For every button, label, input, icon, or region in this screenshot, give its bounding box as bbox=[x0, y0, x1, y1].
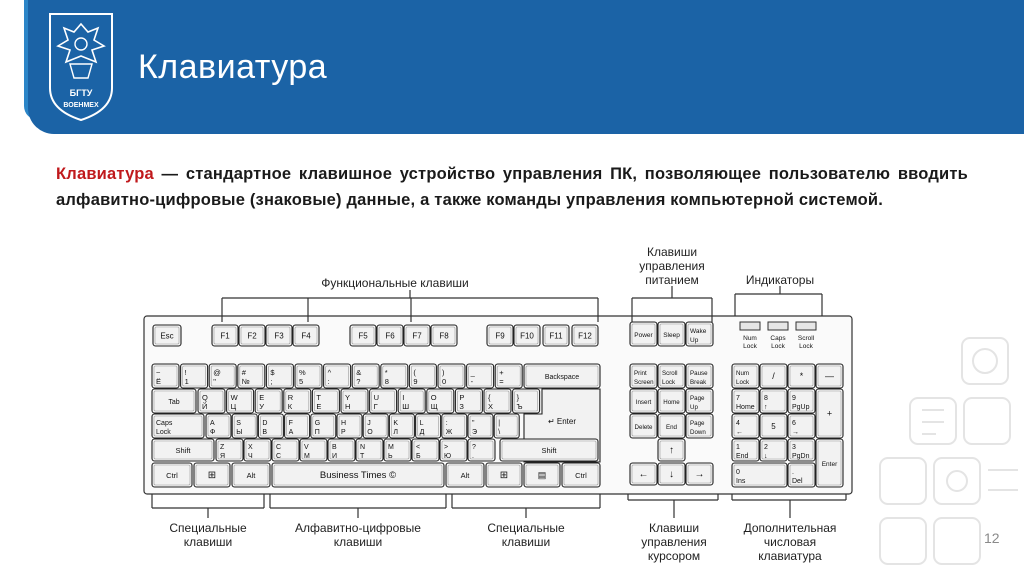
key-f10-label: F10 bbox=[520, 331, 534, 341]
key-nav-8-label: Page Down bbox=[690, 420, 706, 436]
key-num-3-label: # № bbox=[241, 368, 250, 386]
key-num-1-label: ! 1 bbox=[184, 368, 189, 386]
key-np-4-label: 4 ← bbox=[736, 420, 743, 436]
key-f4-label: F4 bbox=[301, 331, 311, 341]
key-z-5-label: N Т bbox=[360, 444, 366, 460]
key-num-8 bbox=[381, 364, 408, 388]
indicator-light-caps bbox=[768, 322, 788, 330]
key-num-2 bbox=[209, 364, 236, 388]
key-q-2-label: E У bbox=[259, 393, 265, 411]
key-q-8 bbox=[427, 389, 454, 413]
key-np-minus bbox=[816, 364, 843, 388]
key-np-1 bbox=[732, 439, 759, 461]
key-caps-lock-label: Caps Lock bbox=[156, 420, 173, 436]
key-z-0-label: Z Я bbox=[220, 444, 226, 460]
key-menu bbox=[524, 463, 560, 487]
key-num-11 bbox=[467, 364, 494, 388]
slide-title: Клавиатура bbox=[138, 48, 328, 86]
key-np-0 bbox=[732, 463, 787, 487]
key-ctrl-right-label: Ctrl bbox=[575, 471, 587, 480]
key-f12-label: F12 bbox=[578, 331, 592, 341]
key-q-1 bbox=[227, 389, 254, 413]
key-q-5-label: Y Н bbox=[345, 393, 351, 411]
label-function-keys: Функциональные клавиши bbox=[321, 276, 469, 290]
key-num-5 bbox=[295, 364, 322, 388]
key-num-2-label: @ " bbox=[213, 368, 221, 386]
label-power-3: питанием bbox=[645, 273, 699, 287]
key-num-11-label: _ - bbox=[470, 368, 475, 386]
key-f4 bbox=[293, 325, 319, 346]
key-np-3-label: 3 PgDn bbox=[792, 444, 810, 460]
key-np-divide-label: / bbox=[772, 371, 775, 381]
key-a-1-label: S Ы bbox=[236, 420, 243, 436]
key-power-1-label: Sleep bbox=[663, 332, 680, 339]
label-numpad-3: клавиатура bbox=[758, 549, 822, 563]
key-f12 bbox=[572, 325, 598, 346]
key-np-enter bbox=[816, 439, 843, 487]
key-q-6-label: U Г bbox=[373, 393, 380, 411]
indicator-label-2: Scroll Lock bbox=[797, 335, 815, 350]
key-esc bbox=[153, 325, 181, 346]
key-np-2 bbox=[760, 439, 787, 461]
key-space-label: Business Times © bbox=[319, 470, 397, 481]
key-shift-left bbox=[152, 439, 214, 461]
key-num-9-label: ( 9 bbox=[413, 368, 418, 386]
logo-text-1: БГТУ bbox=[69, 88, 93, 98]
key-np-3 bbox=[788, 439, 815, 461]
key-a-3 bbox=[285, 414, 310, 438]
key-nav-3 bbox=[630, 389, 657, 413]
key-f8-label: F8 bbox=[439, 331, 449, 341]
label-alnum-1: Алфавитно-цифровые bbox=[295, 521, 421, 535]
key-np-7 bbox=[732, 389, 759, 413]
key-nav-6-label: Delete bbox=[634, 424, 653, 431]
label-power-2: управления bbox=[639, 259, 705, 273]
key-q-9-label: P З bbox=[459, 393, 465, 411]
key-z-6 bbox=[384, 439, 411, 461]
key-f1-label: F1 bbox=[220, 331, 230, 341]
description-term: Клавиатура bbox=[56, 165, 154, 183]
key-np-plus bbox=[816, 389, 843, 438]
key-q-3-label: R К bbox=[287, 393, 294, 411]
key-a-5 bbox=[337, 414, 362, 438]
key-z-1-label: X Ч bbox=[248, 444, 253, 460]
key-np-minus-label: — bbox=[825, 371, 834, 381]
key-num-0 bbox=[152, 364, 179, 388]
key-f5-label: F5 bbox=[358, 331, 368, 341]
key-nav-7-label: End bbox=[665, 424, 678, 431]
key-f9-label: F9 bbox=[495, 331, 505, 341]
key-q-5 bbox=[341, 389, 368, 413]
key-a-7 bbox=[389, 414, 414, 438]
key-z-5 bbox=[356, 439, 383, 461]
key-alt-left bbox=[232, 463, 270, 487]
key-num-8-label: * 8 bbox=[384, 368, 389, 386]
key-q-0-label: Q Й bbox=[202, 393, 208, 411]
key-a-11-label: | \ bbox=[498, 420, 501, 436]
key-f11 bbox=[543, 325, 569, 346]
key-ctrl-left-label: Ctrl bbox=[166, 471, 178, 480]
key-alt-left-label: Alt bbox=[246, 471, 256, 480]
key-num-3 bbox=[238, 364, 265, 388]
key-enter-label: ↵ Enter bbox=[547, 417, 577, 426]
logo-text-2: ВОЕНМЕХ bbox=[63, 102, 99, 109]
key-np-multiply bbox=[788, 364, 815, 388]
key-z-8-label: > Ю bbox=[444, 444, 452, 460]
key-a-9-label: : Ж bbox=[445, 420, 453, 436]
key-win-left-label: ⊞ bbox=[207, 470, 217, 481]
key-nav-5 bbox=[686, 389, 713, 413]
key-a-8 bbox=[416, 414, 441, 438]
key-arrow-up-label: ↑ bbox=[669, 445, 674, 456]
key-z-3-label: V М bbox=[304, 444, 310, 460]
key-z-7-label: < Б bbox=[416, 444, 421, 460]
key-power-1 bbox=[658, 322, 685, 346]
key-num-7 bbox=[352, 364, 379, 388]
key-a-4 bbox=[311, 414, 336, 438]
key-a-10 bbox=[468, 414, 493, 438]
key-np-4 bbox=[732, 414, 759, 438]
key-f11-label: F11 bbox=[549, 331, 563, 341]
label-special-right-2: клавиши bbox=[501, 535, 551, 549]
key-np-plus-label: + bbox=[826, 408, 833, 419]
key-z-6-label: M Ь bbox=[388, 444, 394, 460]
key-num-4 bbox=[266, 364, 293, 388]
label-cursor-3: курсором bbox=[647, 549, 701, 563]
key-f2 bbox=[239, 325, 265, 346]
key-q-11-label: } Ъ bbox=[516, 393, 523, 411]
key-np-del-label: . Del bbox=[792, 469, 803, 485]
key-power-2 bbox=[686, 322, 713, 346]
key-num-12 bbox=[495, 364, 522, 388]
key-f5 bbox=[350, 325, 376, 346]
key-z-9-label: ? . bbox=[472, 444, 476, 460]
key-a-3-label: F А bbox=[288, 420, 294, 436]
key-f6 bbox=[377, 325, 403, 346]
key-np-5-label: 5 bbox=[771, 422, 776, 431]
key-np-9-label: 9 PgUp bbox=[792, 395, 810, 411]
description-text: — стандартное клавишное устройство управления ПК, позволяющее пользователю вводить алфавитно-цифровые (знаковые) данные, а также команды управления компьютерной системой. bbox=[56, 165, 968, 209]
key-num-6-label: ^ : bbox=[327, 368, 332, 386]
label-cursor-2: управления bbox=[641, 535, 707, 549]
key-f1 bbox=[212, 325, 238, 346]
key-arrow-left bbox=[630, 463, 657, 485]
key-num-1 bbox=[181, 364, 208, 388]
key-a-10-label: " Э bbox=[472, 420, 478, 436]
label-cursor-1: Клавиши bbox=[648, 521, 700, 535]
key-f2-label: F2 bbox=[247, 331, 257, 341]
key-esc-label: Esc bbox=[160, 331, 174, 341]
key-f10 bbox=[514, 325, 540, 346]
key-num-5-label: % 5 bbox=[299, 368, 306, 386]
key-a-1 bbox=[232, 414, 257, 438]
key-z-2 bbox=[272, 439, 299, 461]
key-a-4-label: G П bbox=[314, 420, 321, 436]
key-alt-right bbox=[446, 463, 484, 487]
key-z-4 bbox=[328, 439, 355, 461]
key-np-7-label: 7 Home bbox=[736, 395, 755, 411]
key-f3 bbox=[266, 325, 292, 346]
key-np-5 bbox=[760, 414, 787, 438]
key-q-6 bbox=[370, 389, 397, 413]
key-z-3 bbox=[300, 439, 327, 461]
key-np-divide bbox=[760, 364, 787, 388]
label-numpad-1: Дополнительная bbox=[743, 521, 837, 535]
key-power-2-label: Wake Up bbox=[690, 328, 707, 344]
key-nav-5-label: Page Up bbox=[690, 395, 705, 411]
key-f9 bbox=[487, 325, 513, 346]
label-special-left-1: Специальные bbox=[169, 521, 247, 535]
key-f6-label: F6 bbox=[385, 331, 395, 341]
key-np-del bbox=[788, 463, 815, 487]
key-np-9 bbox=[788, 389, 815, 413]
key-shift-right bbox=[500, 439, 598, 461]
key-num-4-label: $ ; bbox=[270, 368, 275, 386]
key-power-0-label: Power bbox=[634, 332, 653, 339]
key-q-2 bbox=[255, 389, 282, 413]
key-np-8-label: 8 ↑ bbox=[764, 395, 768, 411]
key-alt-right-label: Alt bbox=[460, 471, 470, 480]
key-z-4-label: B И bbox=[332, 444, 338, 460]
key-nav-1 bbox=[658, 364, 685, 388]
key-np-6-label: 6 → bbox=[792, 420, 799, 436]
key-arrow-left-label: ← bbox=[638, 469, 649, 480]
key-win-right bbox=[486, 463, 522, 487]
key-a-6-label: J О bbox=[367, 420, 373, 436]
key-np-enter-label: Enter bbox=[821, 461, 838, 468]
key-f3-label: F3 bbox=[274, 331, 284, 341]
key-num-10 bbox=[438, 364, 465, 388]
key-np-8 bbox=[760, 389, 787, 413]
label-numpad-2: числовая bbox=[763, 535, 817, 549]
key-caps-lock bbox=[152, 414, 204, 438]
indicator-label-1: Caps Lock bbox=[770, 335, 786, 350]
indicator-light-scroll bbox=[796, 322, 816, 330]
key-z-1 bbox=[244, 439, 271, 461]
key-z-0 bbox=[216, 439, 243, 461]
key-f7 bbox=[404, 325, 430, 346]
key-q-10 bbox=[484, 389, 511, 413]
key-np-numlock-label: Num Lock bbox=[736, 370, 750, 386]
key-z-8 bbox=[440, 439, 467, 461]
key-num-0-label: ~ Ё bbox=[156, 368, 162, 386]
key-q-1-label: W Ц bbox=[230, 393, 238, 411]
key-shift-left-label: Shift bbox=[175, 446, 191, 455]
key-a-9 bbox=[442, 414, 467, 438]
key-nav-4 bbox=[658, 389, 685, 413]
key-num-6 bbox=[324, 364, 351, 388]
key-num-7-label: & ? bbox=[356, 368, 362, 386]
key-q-4 bbox=[312, 389, 339, 413]
key-arrow-right-label: → bbox=[694, 469, 705, 480]
key-num-10-label: ) 0 bbox=[442, 368, 447, 386]
key-q-8-label: O Щ bbox=[430, 393, 438, 411]
key-a-0-label: A Ф bbox=[210, 420, 216, 436]
key-q-0 bbox=[198, 389, 225, 413]
label-alnum-2: клавиши bbox=[333, 535, 383, 549]
key-tab bbox=[152, 389, 196, 413]
key-a-6 bbox=[363, 414, 388, 438]
key-nav-1-label: Scroll Lock bbox=[662, 370, 678, 386]
indicator-light-num bbox=[740, 322, 760, 330]
key-np-multiply-label: * bbox=[799, 371, 804, 381]
key-nav-0-label: Print Screen bbox=[634, 370, 654, 386]
key-f7-label: F7 bbox=[412, 331, 422, 341]
key-q-11 bbox=[513, 389, 540, 413]
label-special-right-1: Специальные bbox=[487, 521, 565, 535]
key-shift-right-label: Shift bbox=[541, 446, 557, 455]
key-z-2-label: C С bbox=[276, 444, 282, 460]
key-arrow-right bbox=[686, 463, 713, 485]
key-backspace-label: Backspace bbox=[544, 374, 580, 381]
key-np-2-label: 2 ↓ bbox=[764, 444, 768, 460]
key-power-0 bbox=[630, 322, 657, 346]
key-np-6 bbox=[788, 414, 815, 438]
key-num-12-label: + = bbox=[499, 368, 504, 386]
key-a-2 bbox=[258, 414, 283, 438]
key-a-0 bbox=[206, 414, 231, 438]
key-nav-6 bbox=[630, 414, 657, 438]
key-nav-0 bbox=[630, 364, 657, 388]
label-special-left-2: клавиши bbox=[183, 535, 233, 549]
key-q-7 bbox=[398, 389, 425, 413]
key-arrow-down-label: ↓ bbox=[669, 469, 674, 480]
key-q-10-label: { Х bbox=[488, 393, 494, 411]
key-q-4-label: T Е bbox=[316, 393, 322, 411]
key-arrow-up bbox=[658, 439, 685, 461]
key-a-5-label: H Р bbox=[341, 420, 347, 436]
key-arrow-down bbox=[658, 463, 685, 485]
key-nav-4-label: Home bbox=[663, 399, 680, 406]
key-nav-3-label: Insert bbox=[635, 399, 652, 406]
key-nav-7 bbox=[658, 414, 685, 438]
key-nav-8 bbox=[686, 414, 713, 438]
key-win-left bbox=[194, 463, 230, 487]
key-q-9 bbox=[455, 389, 482, 413]
key-space bbox=[272, 463, 444, 487]
key-num-9 bbox=[409, 364, 436, 388]
key-backspace bbox=[524, 364, 600, 388]
key-nav-2 bbox=[686, 364, 713, 388]
key-a-7-label: K Л bbox=[393, 420, 399, 436]
key-win-right-label: ⊞ bbox=[499, 470, 509, 481]
key-z-7 bbox=[412, 439, 439, 461]
key-a-8-label: L Д bbox=[419, 420, 425, 436]
key-z-9 bbox=[468, 439, 495, 461]
key-np-0-label: 0 Ins bbox=[736, 469, 746, 485]
key-np-1-label: 1 End bbox=[736, 444, 749, 460]
key-nav-2-label: Pause Break bbox=[690, 370, 708, 386]
key-ctrl-left bbox=[152, 463, 192, 487]
key-np-numlock bbox=[732, 364, 759, 388]
key-a-2-label: D В bbox=[262, 420, 268, 436]
key-q-3 bbox=[284, 389, 311, 413]
label-power-1: Клавиши bbox=[646, 245, 698, 259]
key-ctrl-right bbox=[562, 463, 600, 487]
key-q-7-label: I Ш bbox=[402, 393, 410, 411]
key-tab-label: Tab bbox=[168, 399, 180, 406]
page-number: 12 bbox=[984, 530, 1000, 546]
label-indicators: Индикаторы bbox=[745, 273, 815, 287]
key-f8 bbox=[431, 325, 457, 346]
key-menu-label: ▤ bbox=[537, 470, 547, 480]
key-a-11 bbox=[494, 414, 519, 438]
indicator-label-0: Num Lock bbox=[743, 335, 757, 350]
